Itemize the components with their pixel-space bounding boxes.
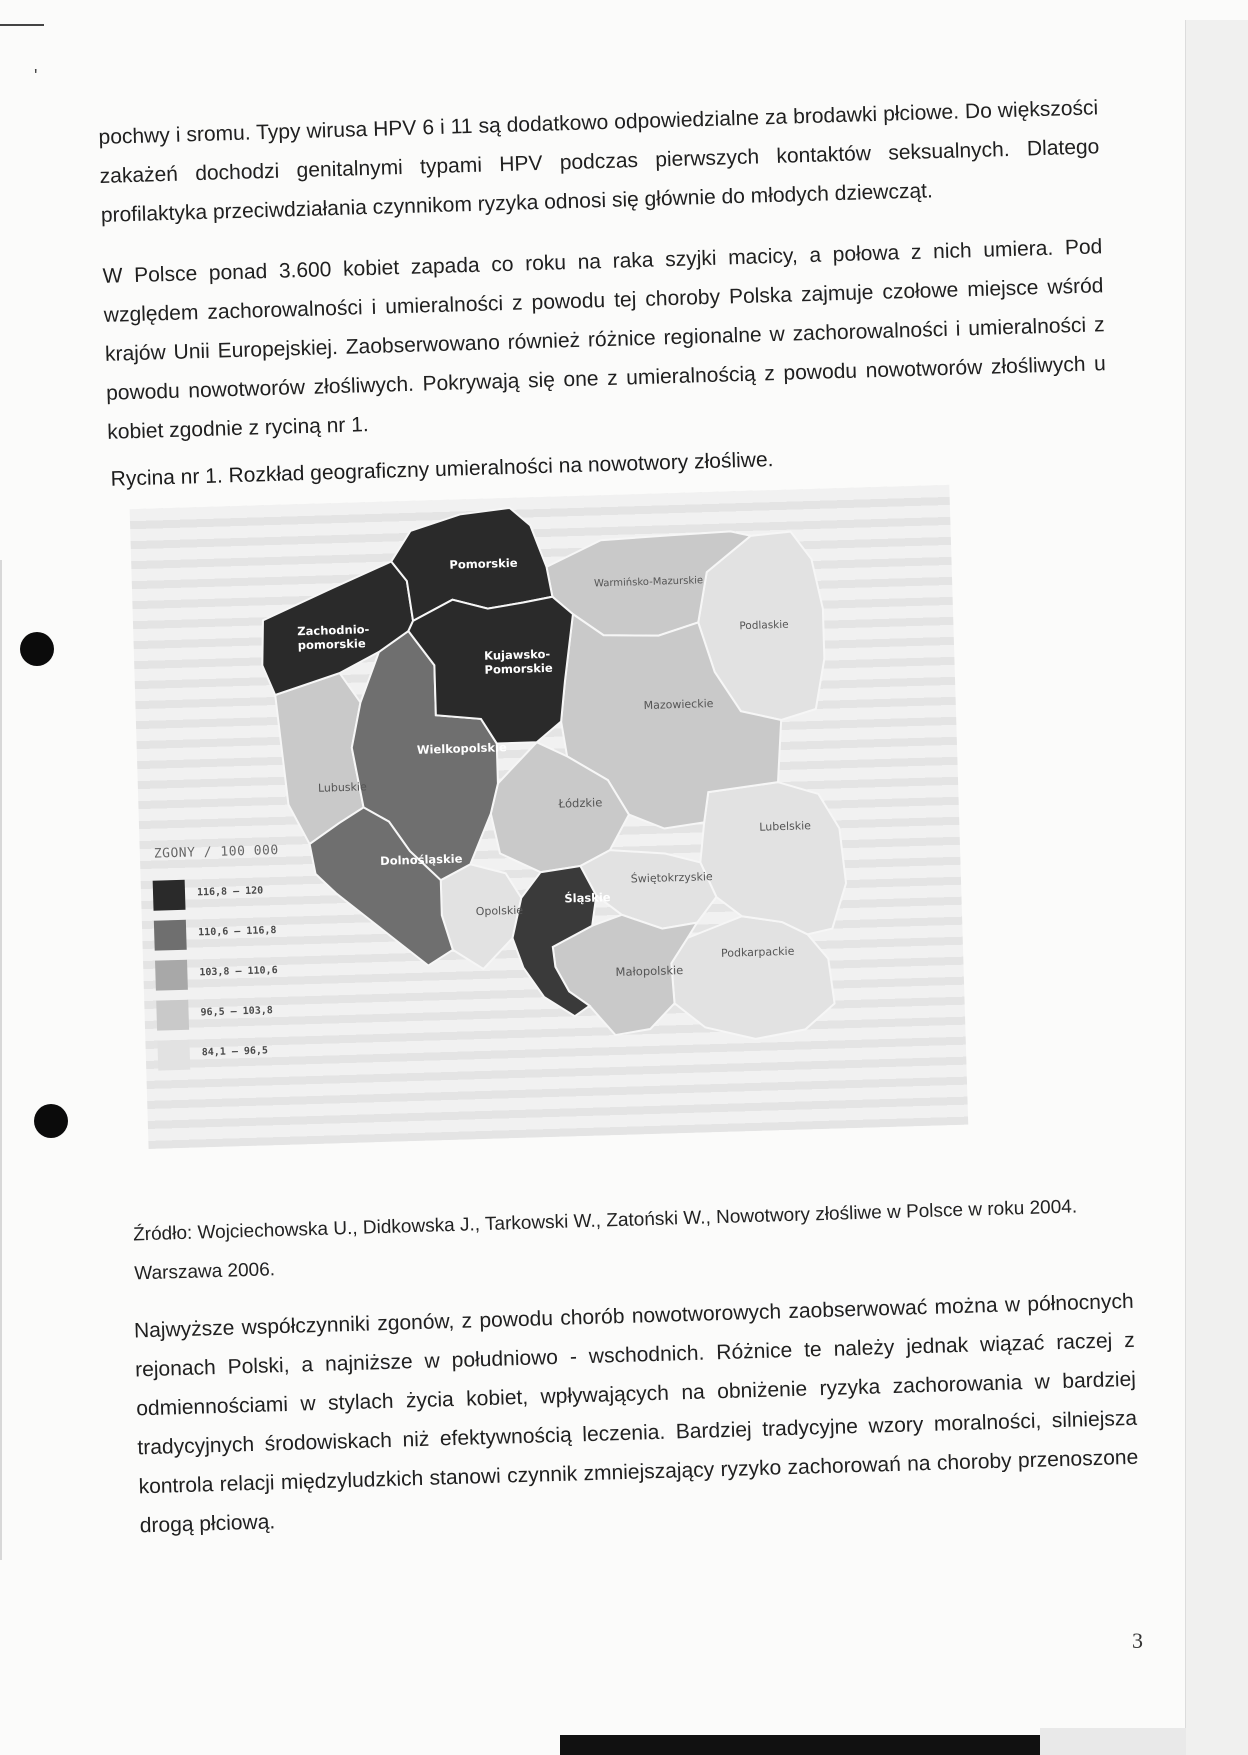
legend-swatch xyxy=(156,1000,189,1031)
page-number: 3 xyxy=(1132,1628,1143,1653)
region-label-wielkopolskie: Wielkopolskie xyxy=(416,740,507,757)
legend-swatch xyxy=(157,1040,190,1071)
paragraph-poland-statistics: W Polsce ponad 3.600 kobiet zapada co roku na raka szyjki macicy, a połowa z nich umiera. Pod względem zachorowalności i umieralności z powodu tej choroby Polska zajmuje czołowe miejsce wśród krajów Unii Europejskiej. Zaobserwowano również różnice regionalne w zachorowalności i umieralności z powodu nowotworów złośliwych. Pokrywają się one z umieralnością z powodu nowotworów złośliwych u kobiet zgodnie z ryciną nr 1. xyxy=(102,235,1107,444)
region-label-warminsko-mazurskie: Warmińsko-Mazurskie xyxy=(593,575,704,590)
legend-item xyxy=(156,1001,273,1031)
corner-mark: ' xyxy=(34,66,38,86)
page-content xyxy=(98,88,1140,1545)
legend-item xyxy=(153,881,264,911)
scan-edge-line xyxy=(0,24,44,26)
region-label-swietokrzyskie: Świętokrzyskie xyxy=(630,870,713,886)
legend-swatch xyxy=(155,960,188,991)
figure-caption: Rycina nr 1. Rozkład geograficzny umieralności na nowotwory złośliwe. xyxy=(110,448,774,491)
region-label-mazowieckie: Mazowieckie xyxy=(643,697,714,713)
paragraph-conclusions: Najwyższe współczynniki zgonów, z powodu chorób nowotworowych zaobserwować można w północnych rejonach Polski, a najniższe w południowo - wschodnich. Różnice te należy jednak wiązać raczej z odmiennościami w stylach życia kobiet, wpływających na obniżenie ryzyka zachorowania w bardziej tradycyjnych środowiskach niż efektywnością leczenia. Bardziej tradycyjne wzory moralności, silniejsza kontrola relacji międzyludzkich stanowi czynnik zmniejszający ryzyko zachorowań na choroby przenoszone drogą płciową. xyxy=(133,1289,1139,1538)
legend-label: 116,8 – 120 xyxy=(196,885,264,899)
region-label-opolskie: Opolskie xyxy=(475,903,524,919)
scan-left-edge xyxy=(0,560,2,1560)
region-label-podlaskie: Podlaskie xyxy=(739,618,789,633)
region-lubelskie xyxy=(698,780,847,937)
region-label-lodzkie: Łódzkie xyxy=(558,795,603,811)
scan-right-edge xyxy=(1185,20,1248,1755)
legend-label: 110,6 – 116,8 xyxy=(198,925,277,939)
figure-source: Źródło: Wojciechowska U., Didkowska J., Tarkowski W., Zatoński W., Nowotwory złośliwe w Polsce w roku 2004. Warszawa 2006. xyxy=(132,1196,1078,1285)
legend-label: 84,1 – 96,5 xyxy=(201,1045,269,1059)
legend-item xyxy=(157,1041,269,1071)
scan-bottom-edge xyxy=(1040,1728,1186,1755)
region-label-podkarpackie: Podkarpackie xyxy=(720,944,795,960)
punch-hole xyxy=(34,1104,68,1138)
region-label-lubuskie: Lubuskie xyxy=(317,780,367,795)
legend-label: 103,8 – 110,6 xyxy=(199,965,278,979)
legend-title: ZGONY / 100 000 xyxy=(153,842,279,862)
region-label-lubelskie: Lubelskie xyxy=(759,819,812,834)
region-label-malopolskie: Małopolskie xyxy=(615,963,684,980)
region-swietokrzyskie xyxy=(580,847,717,931)
punch-hole xyxy=(20,632,54,666)
legend-swatch xyxy=(153,880,186,911)
region-label-pomorskie: Pomorskie xyxy=(449,555,518,572)
legend-item xyxy=(154,921,277,951)
legend-item xyxy=(155,961,278,991)
region-label-kujawsko-pomorskie: Kujawsko- Pomorskie xyxy=(483,646,553,677)
region-label-dolnoslaskie: Dolnośląskie xyxy=(379,851,463,868)
paragraph-hpv: pochwy i sromu. Typy wirusa HPV 6 i 11 są dodatkowo odpowiedzialne za brodawki płciowe. Do większości zakażeń dochodzi genitalnymi typami HPV podczas pierwszych kontaktów seksualnych. Dlatego profilaktyka przeciwdziałania czynnikom ryzyka odnosi się głównie do młodych dziewcząt. xyxy=(98,96,1100,227)
legend-label: 96,5 – 103,8 xyxy=(200,1005,273,1019)
region-label-slaskie: Śląskie xyxy=(564,890,611,906)
region-label-zachodniopomorskie: Zachodnio- pomorskie xyxy=(297,622,370,653)
scan-bottom-shadow xyxy=(560,1735,1040,1755)
poland-mortality-map xyxy=(130,485,969,1149)
legend-swatch xyxy=(154,920,187,951)
